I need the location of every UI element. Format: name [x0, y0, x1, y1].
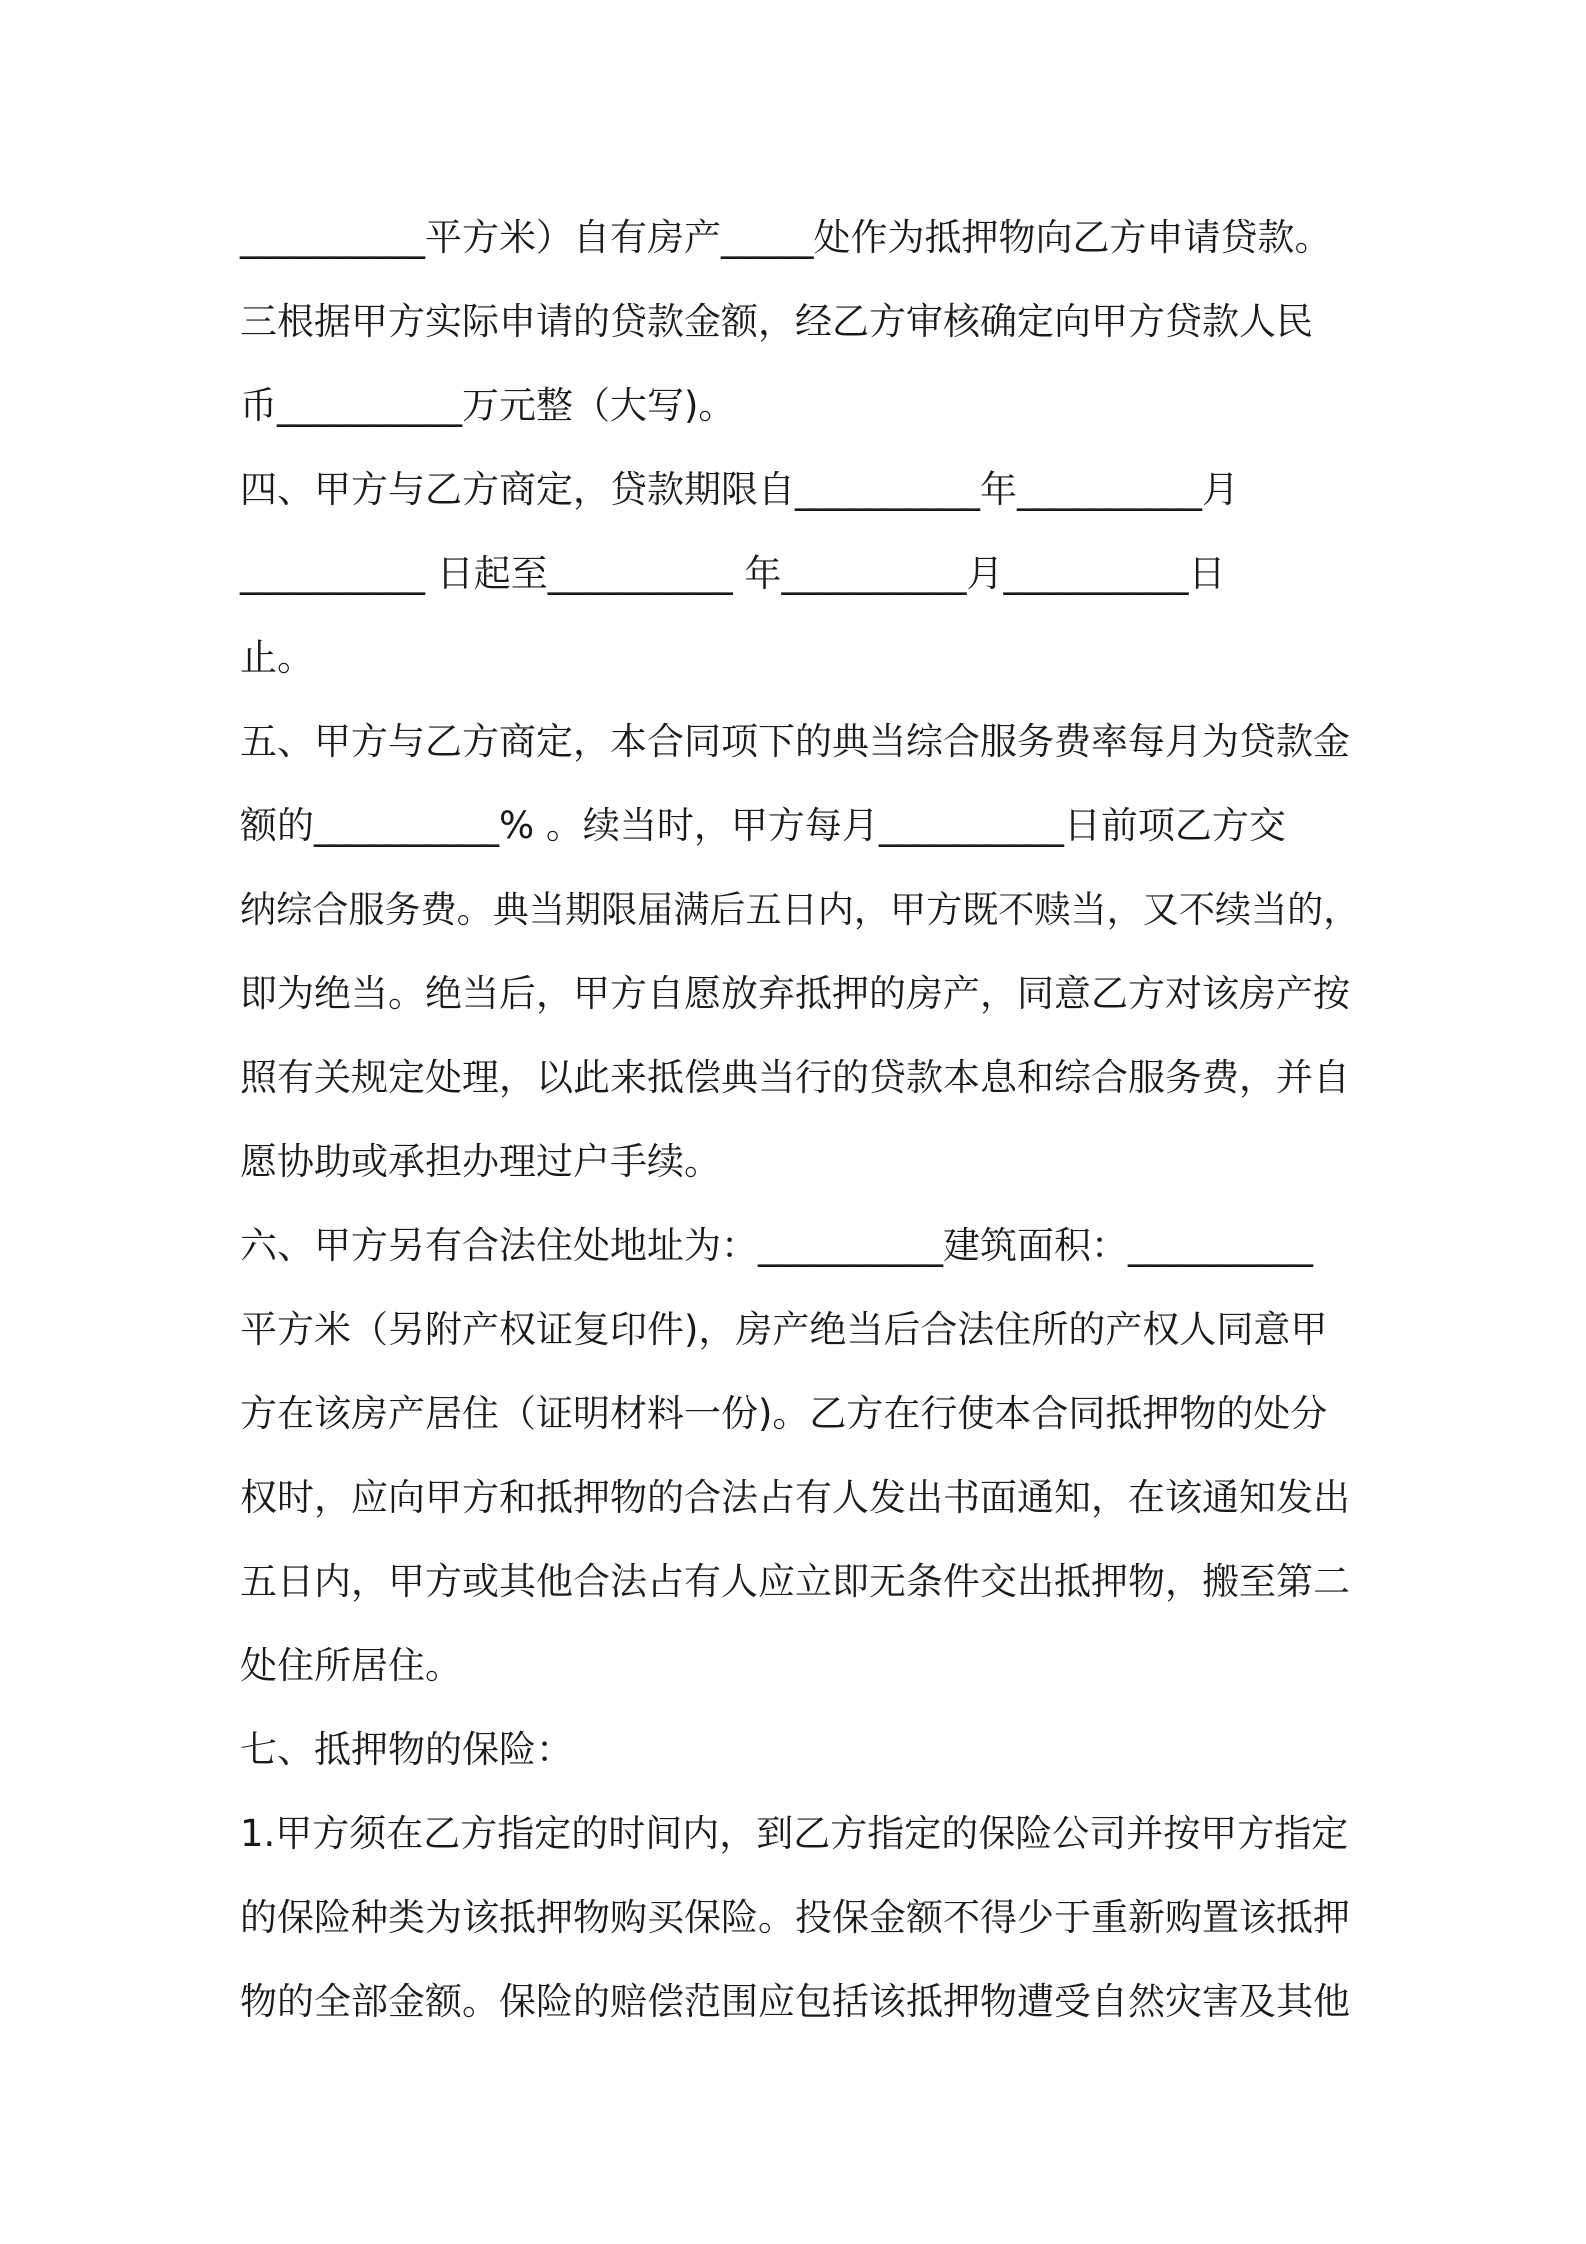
- text-line: 愿协助或承担办理过户手续。: [240, 1140, 721, 1183]
- text-line: 币__________万元整（大写)。: [240, 384, 736, 427]
- text-line: 纳综合服务费。典当期限届满后五日内，甲方既不赎当，又不续当的，: [240, 888, 1360, 931]
- text-line: 止。: [240, 636, 314, 679]
- text-line: 1.甲方须在乙方指定的时间内，到乙方指定的保险公司并按甲方指定: [240, 1812, 1349, 1855]
- text-line: 即为绝当。绝当后，甲方自愿放弃抵押的房产，同意乙方对该房产按: [240, 972, 1350, 1015]
- text-line: __________ 日起至__________ 年__________月__________日: [240, 552, 1226, 595]
- text-line: 六、甲方另有合法住处地址为：__________建筑面积：__________: [240, 1224, 1313, 1267]
- text-line: 三根据甲方实际申请的贷款金额，经乙方审核确定向甲方贷款人民: [240, 300, 1313, 343]
- text-line: 七、抵押物的保险：: [240, 1728, 573, 1771]
- text-line: 处住所居住。: [240, 1644, 462, 1687]
- text-line: 额的__________% 。续当时，甲方每月__________日前项乙方交: [240, 804, 1286, 847]
- text-line: 五日内，甲方或其他合法占有人应立即无条件交出抵押物，搬至第二: [240, 1560, 1350, 1603]
- text-line: 物的全部金额。保险的赔偿范围应包括该抵押物遭受自然灾害及其他: [240, 1980, 1350, 2023]
- text-line: 权时，应向甲方和抵押物的合法占有人发出书面通知，在该通知发出: [240, 1476, 1350, 1519]
- text-line: 方在该房产居住（证明材料一份)。乙方在行使本合同抵押物的处分: [240, 1392, 1328, 1435]
- text-line: 平方米（另附产权证复印件)，房产绝当后合法住所的产权人同意甲: [240, 1308, 1328, 1351]
- contract-body-text: [240, 196, 1360, 2044]
- text-line: 四、甲方与乙方商定，贷款期限自__________年__________月: [240, 468, 1239, 511]
- text-line: 照有关规定处理，以此来抵偿典当行的贷款本息和综合服务费，并自: [240, 1056, 1350, 1099]
- text-line: 五、甲方与乙方商定，本合同项下的典当综合服务费率每月为贷款金: [240, 720, 1350, 763]
- text-line: __________平方米）自有房产_____处作为抵押物向乙方申请贷款。: [240, 216, 1332, 259]
- text-line: 的保险种类为该抵押物购买保险。投保金额不得少于重新购置该抵押: [240, 1896, 1350, 1939]
